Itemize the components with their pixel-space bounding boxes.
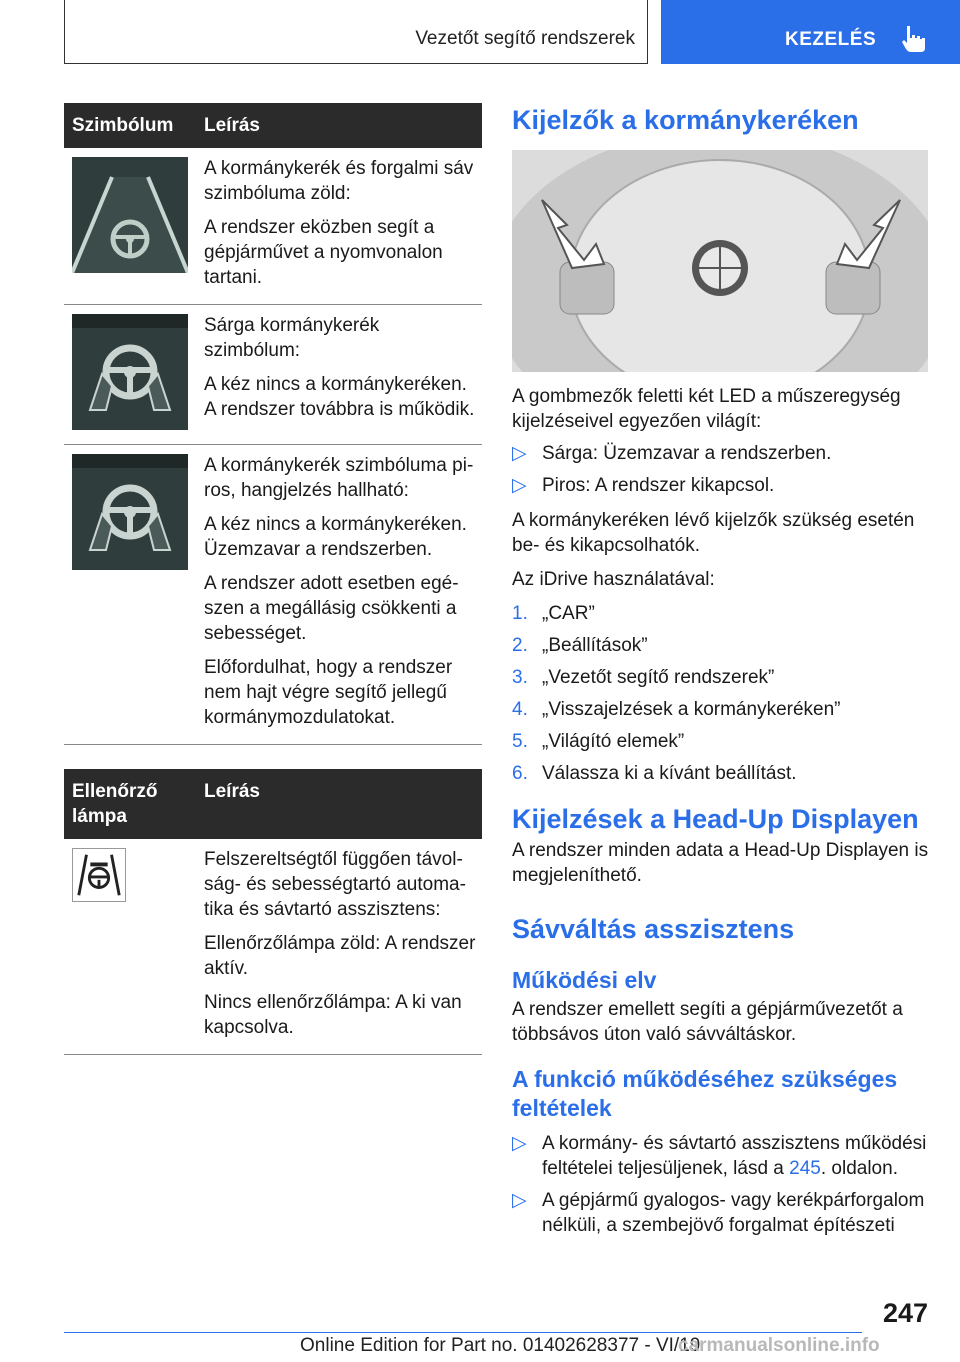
steering-wheel-hands-yellow-icon <box>72 314 188 430</box>
lamp-table <box>64 769 482 1055</box>
triangle-bullet-icon: ▷ <box>512 1133 527 1154</box>
lane-assist-lamp-icon <box>72 848 126 902</box>
lamp-table-header <box>64 769 482 839</box>
triangle-bullet-icon: ▷ <box>512 475 527 496</box>
subsection-heading: A funkció működéséhez szükséges feltételek <box>512 1066 898 1121</box>
left-column <box>64 103 482 1055</box>
page-link[interactable]: 245 <box>789 1158 821 1179</box>
col-lamp-header: Ellenőrző lámpa <box>64 769 196 839</box>
row-text: Előfordulhat, hogy a rendszer nem hajt végre segítő jellegű kormánymozdulatokat. <box>204 657 453 728</box>
row-text: Ellenőrzőlámpa zöld: A rendszer aktív. <box>204 933 476 979</box>
section-heading: Sávváltás asszisztens <box>512 914 795 944</box>
paragraph: A rendszer minden adata a Head-Up Displayen is megjeleníthető. <box>512 840 929 886</box>
section-heading: Kijelzések a Head-Up Displayen <box>512 804 919 834</box>
paragraph: A rendszer emellett segíti a gépjárművezetőt a többsávos úton való sávváltáskor. <box>512 999 903 1045</box>
row-text: A rendszer adott esetben egészen a megállásig csökkenti a sebességet. <box>204 573 459 644</box>
symbol-table <box>64 103 482 745</box>
list-item: ▷ A kormány- és sávtartó asszisztens működési feltételei teljesüljenek, lásd a 245. oldalon. <box>512 1133 927 1179</box>
footer-watermark: carmanualsonline.info <box>678 1335 880 1356</box>
row-text: Sárga kormánykerék szimbólum: <box>204 315 380 361</box>
list-item: 4. „Visszajelzések a kormánykeréken” <box>512 699 841 720</box>
table-row <box>64 148 482 305</box>
row-text: A kéz nincs a kormánykeréken. A rendszer továbbra is működik. <box>204 374 475 420</box>
triangle-bullet-icon: ▷ <box>512 443 527 464</box>
col-symbol-header: Szimbólum <box>64 103 196 148</box>
running-header <box>64 0 648 64</box>
row-text: A rendszer eközben segít a gépjárművet a nyomvonalon tartani. <box>204 217 443 288</box>
page-number: 247 <box>882 1298 928 1328</box>
list-item: 5. „Világító elemek” <box>512 731 685 752</box>
row-text: Felszereltségtől függően távolság- és sebességtartó automatika és sávtartó asszisztens: <box>204 849 466 920</box>
table-row <box>64 445 482 745</box>
steering-wheel-photo-icon <box>512 150 928 372</box>
table-row <box>64 305 482 445</box>
right-column <box>512 103 930 1238</box>
bullet-list <box>512 441 930 498</box>
section-heading: Kijelzők a kormánykeréken <box>512 105 859 135</box>
list-item: ▷ A gépjármű gyalogos- vagy kerékpárforgalom nélküli, a szembejövő forgalmat építészeti <box>512 1190 925 1236</box>
paragraph: A kormánykeréken lévő kijelzők szükség esetén be- és kikapcsolhatók. <box>512 510 915 556</box>
col-desc-header: Leírás <box>196 103 482 148</box>
row-text: A kormánykerék és forgalmi sáv szimbóluma zöld: <box>204 158 474 204</box>
row-text: A kéz nincs a kormánykeréken. Üzemzavar a rendszerben. <box>204 514 467 560</box>
chapter-tab <box>661 0 960 64</box>
steering-wheel-hands-red-icon <box>72 454 188 570</box>
steering-wheel-lane-green-icon <box>72 157 188 273</box>
pointing-hand-icon <box>899 24 929 54</box>
footer-edition: Online Edition for Part no. 01402628377 - VI/19 <box>300 1335 701 1356</box>
chapter-tab-label: KEZELÉS <box>785 29 877 50</box>
list-item: 1. „CAR” <box>512 603 595 624</box>
row-text: A kormánykerék szimbóluma piros, hangjelzés hallható: <box>204 455 474 501</box>
symbol-table-header <box>64 103 482 148</box>
bullet-list <box>512 1131 930 1238</box>
paragraph: Az iDrive használatával: <box>512 569 715 590</box>
col-desc-header: Leírás <box>196 769 482 839</box>
table-row <box>64 839 482 1055</box>
triangle-bullet-icon: ▷ <box>512 1190 527 1211</box>
paragraph: A gombmezők feletti két LED a műszeregység kijelzéseivel egyezően világít: <box>512 386 901 432</box>
list-item: ▷ Sárga: Üzemzavar a rendszerben. <box>512 443 832 464</box>
running-header-title: Vezetőt segítő rendszerek <box>415 28 635 49</box>
footer-divider <box>64 1332 862 1333</box>
step-list <box>512 601 930 786</box>
list-item: 6. Válassza ki a kívánt beállítást. <box>512 763 797 784</box>
list-item: ▷ Piros: A rendszer kikapcsol. <box>512 475 775 496</box>
row-text: Nincs ellenőrzőlámpa: A ki van kapcsolva. <box>204 992 462 1038</box>
subsection-heading: Működési elv <box>512 967 657 993</box>
list-item: 3. „Vezetőt segítő rendszerek” <box>512 667 775 688</box>
list-item: 2. „Beállítások” <box>512 635 648 656</box>
